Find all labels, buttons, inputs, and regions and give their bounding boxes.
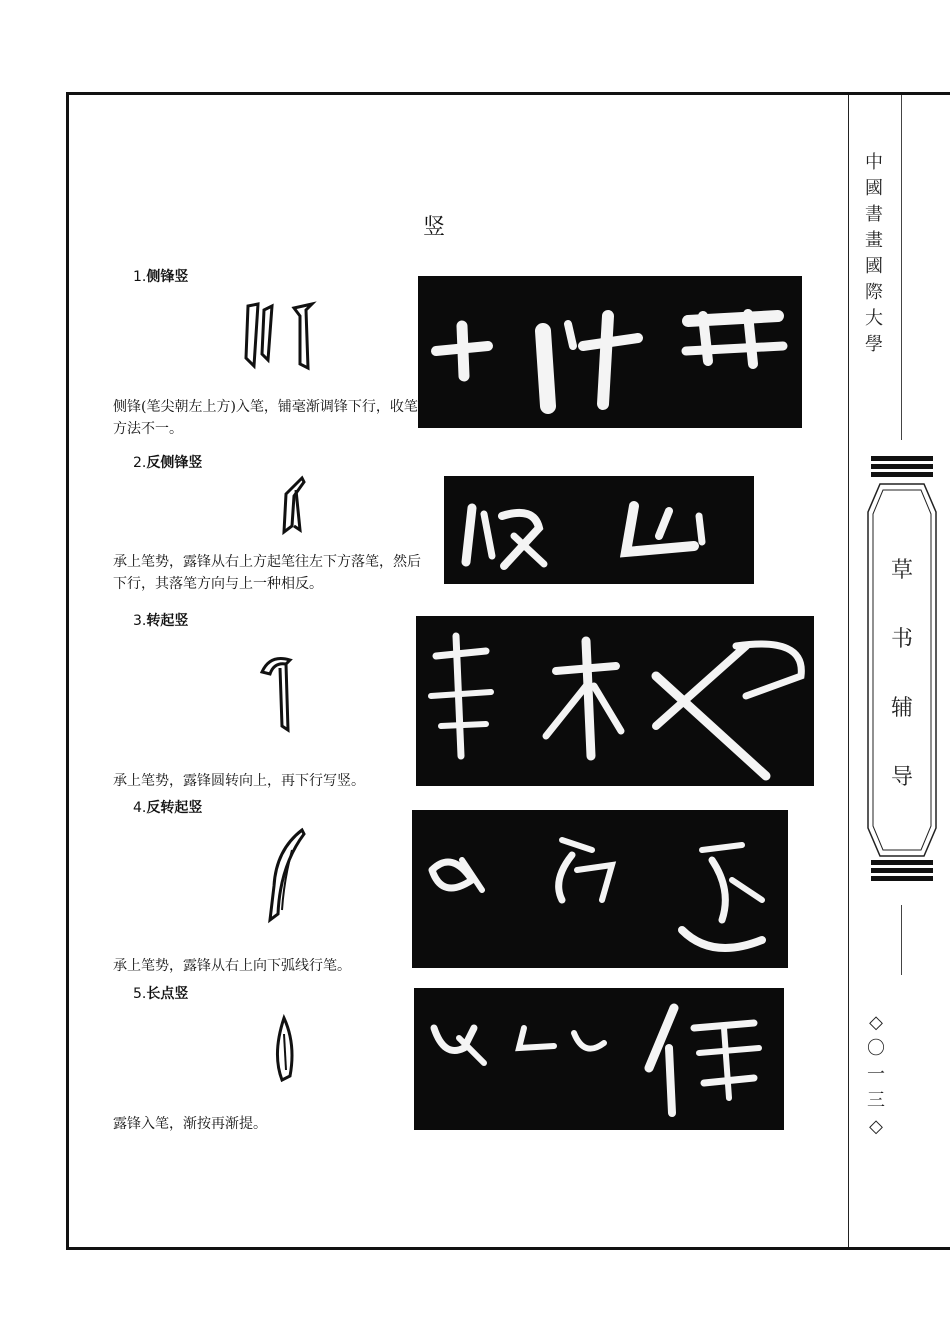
stroke-demo-4-image (262, 826, 312, 926)
page-title: 竖 (423, 215, 446, 240)
sidebar-divider (848, 95, 849, 1247)
stroke-demo-3-image (256, 650, 306, 736)
section-1-desc: 侧锋(笔尖朝左上方)入笔，铺毫渐调锋下行，收笔方法不一。 (113, 399, 418, 437)
calligraphy-rubbing-5-image (414, 988, 784, 1130)
sidebar-rule-top (901, 95, 902, 440)
section-3-title: 3.转起竖 (133, 613, 189, 629)
calligraphy-rubbing-4-image (412, 810, 788, 968)
book-title: 草 书 辅 导 (890, 558, 913, 790)
section-2-title: 2.反侧锋竖 (133, 455, 203, 471)
calligraphy-rubbing-1-image (418, 276, 802, 428)
section-5-desc: 露锋入笔，渐按再渐提。 (113, 1116, 267, 1132)
book-title-panel (866, 456, 938, 884)
sidebar-rule-bottom (901, 905, 902, 975)
section-5-title: 5.长点竖 (133, 986, 189, 1002)
ornament-bars-bottom (871, 860, 933, 884)
page-number: ◇ 〇 一 三 ◇ (867, 1012, 885, 1137)
series-title: 中 國 書 畫 國 際 大 學 (865, 152, 883, 355)
section-1-title: 1.侧锋竖 (133, 269, 189, 285)
stroke-demo-5-image (268, 1014, 302, 1084)
calligraphy-rubbing-2-image (444, 476, 754, 584)
stroke-demo-2-image (276, 474, 316, 538)
section-3-desc: 承上笔势，露锋圆转向上，再下行写竖。 (113, 773, 365, 789)
calligraphy-rubbing-3-image (416, 616, 814, 786)
section-4-desc: 承上笔势，露锋从右上向下弧线行笔。 (113, 958, 351, 974)
section-4-title: 4.反转起竖 (133, 800, 203, 816)
section-2-desc: 承上笔势，露锋从右上方起笔往左下方落笔，然后下行，其落笔方向与上一种相反。 (113, 554, 421, 592)
stroke-demo-1-image (236, 296, 326, 376)
ornament-bars-top (871, 456, 933, 480)
